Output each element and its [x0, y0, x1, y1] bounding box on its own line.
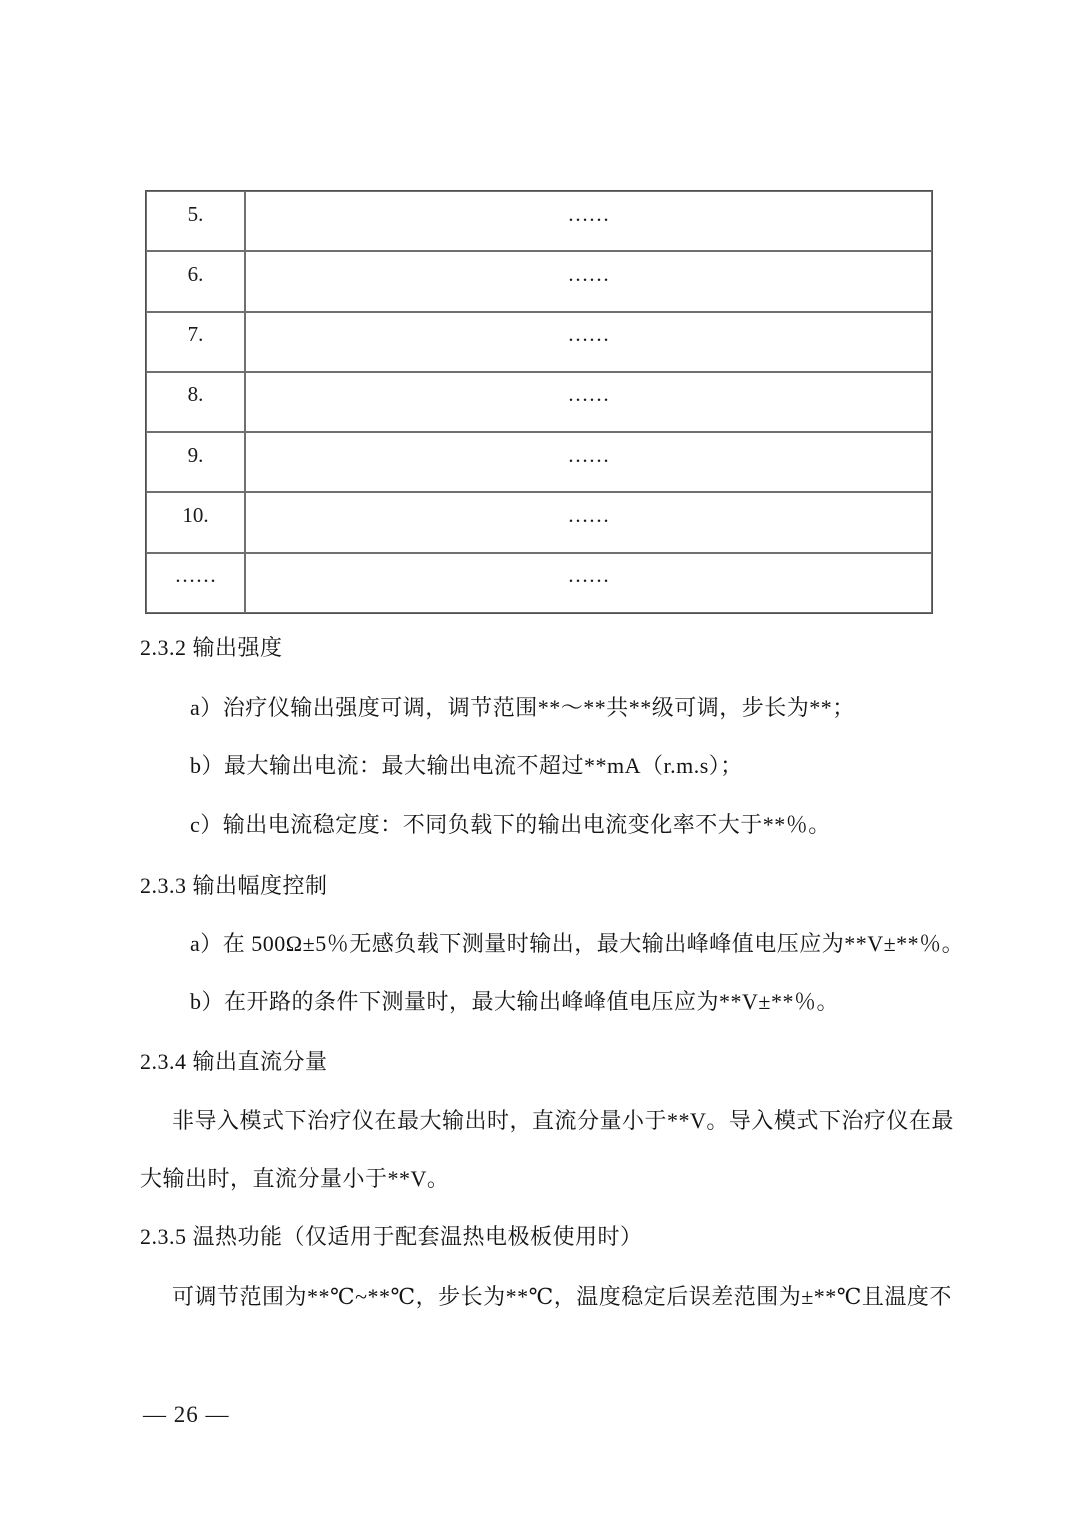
section-heading-2-3-2: 2.3.2 输出强度: [140, 635, 283, 660]
list-item-c-current-stability: c）输出电流稳定度：不同负载下的输出电流变化率不大于**％。: [190, 812, 831, 837]
list-item-b-open-circuit: b）在开路的条件下测量时，最大输出峰峰值电压应为**V±**％。: [190, 989, 839, 1014]
page-number: — 26 —: [143, 1402, 230, 1427]
section-heading-2-3-3: 2.3.3 输出幅度控制: [140, 873, 328, 898]
list-item-a-load-measure: a）在 500Ω±5％无感负载下测量时输出，最大输出峰峰值电压应为**V±**％。: [190, 931, 965, 956]
row-index-cell: 5.: [146, 191, 245, 251]
row-index-cell: ……: [146, 553, 245, 613]
table-row: [146, 492, 932, 552]
table-row: [146, 251, 932, 311]
table-row: [146, 191, 932, 251]
row-index-cell: 6.: [146, 251, 245, 311]
row-content-cell: ……: [245, 191, 932, 251]
section-heading-2-3-5: 2.3.5 温热功能（仅适用于配套温热电极板使用时）: [140, 1224, 643, 1249]
section-heading-2-3-4: 2.3.4 输出直流分量: [140, 1049, 328, 1074]
row-content-cell: ……: [245, 492, 932, 552]
row-index-cell: 8.: [146, 372, 245, 432]
paragraph-temperature-range: 可调节范围为**℃~**℃，步长为**℃，温度稳定后误差范围为±**℃且温度不: [172, 1284, 952, 1309]
table-row: [146, 372, 932, 432]
table-row: [146, 553, 932, 613]
row-content-cell: ……: [245, 312, 932, 372]
row-content-cell: ……: [245, 372, 932, 432]
row-content-cell: ……: [245, 553, 932, 613]
placeholder-table: [145, 190, 933, 614]
row-index-cell: 10.: [146, 492, 245, 552]
row-index-cell: 9.: [146, 432, 245, 492]
row-content-cell: ……: [245, 432, 932, 492]
list-item-b-max-current: b）最大输出电流：最大输出电流不超过**mA（r.m.s）；: [190, 753, 743, 778]
table-row: [146, 312, 932, 372]
paragraph-dc-component-line2: 大输出时，直流分量小于**V。: [140, 1166, 450, 1191]
list-item-a-output-intensity: a）治疗仪输出强度可调，调节范围**～**共**级可调，步长为**；: [190, 695, 855, 720]
row-content-cell: ……: [245, 251, 932, 311]
paragraph-dc-component-line1: 非导入模式下治疗仪在最大输出时，直流分量小于**V。导入模式下治疗仪在最: [172, 1108, 954, 1133]
row-index-cell: 7.: [146, 312, 245, 372]
table-row: [146, 432, 932, 492]
